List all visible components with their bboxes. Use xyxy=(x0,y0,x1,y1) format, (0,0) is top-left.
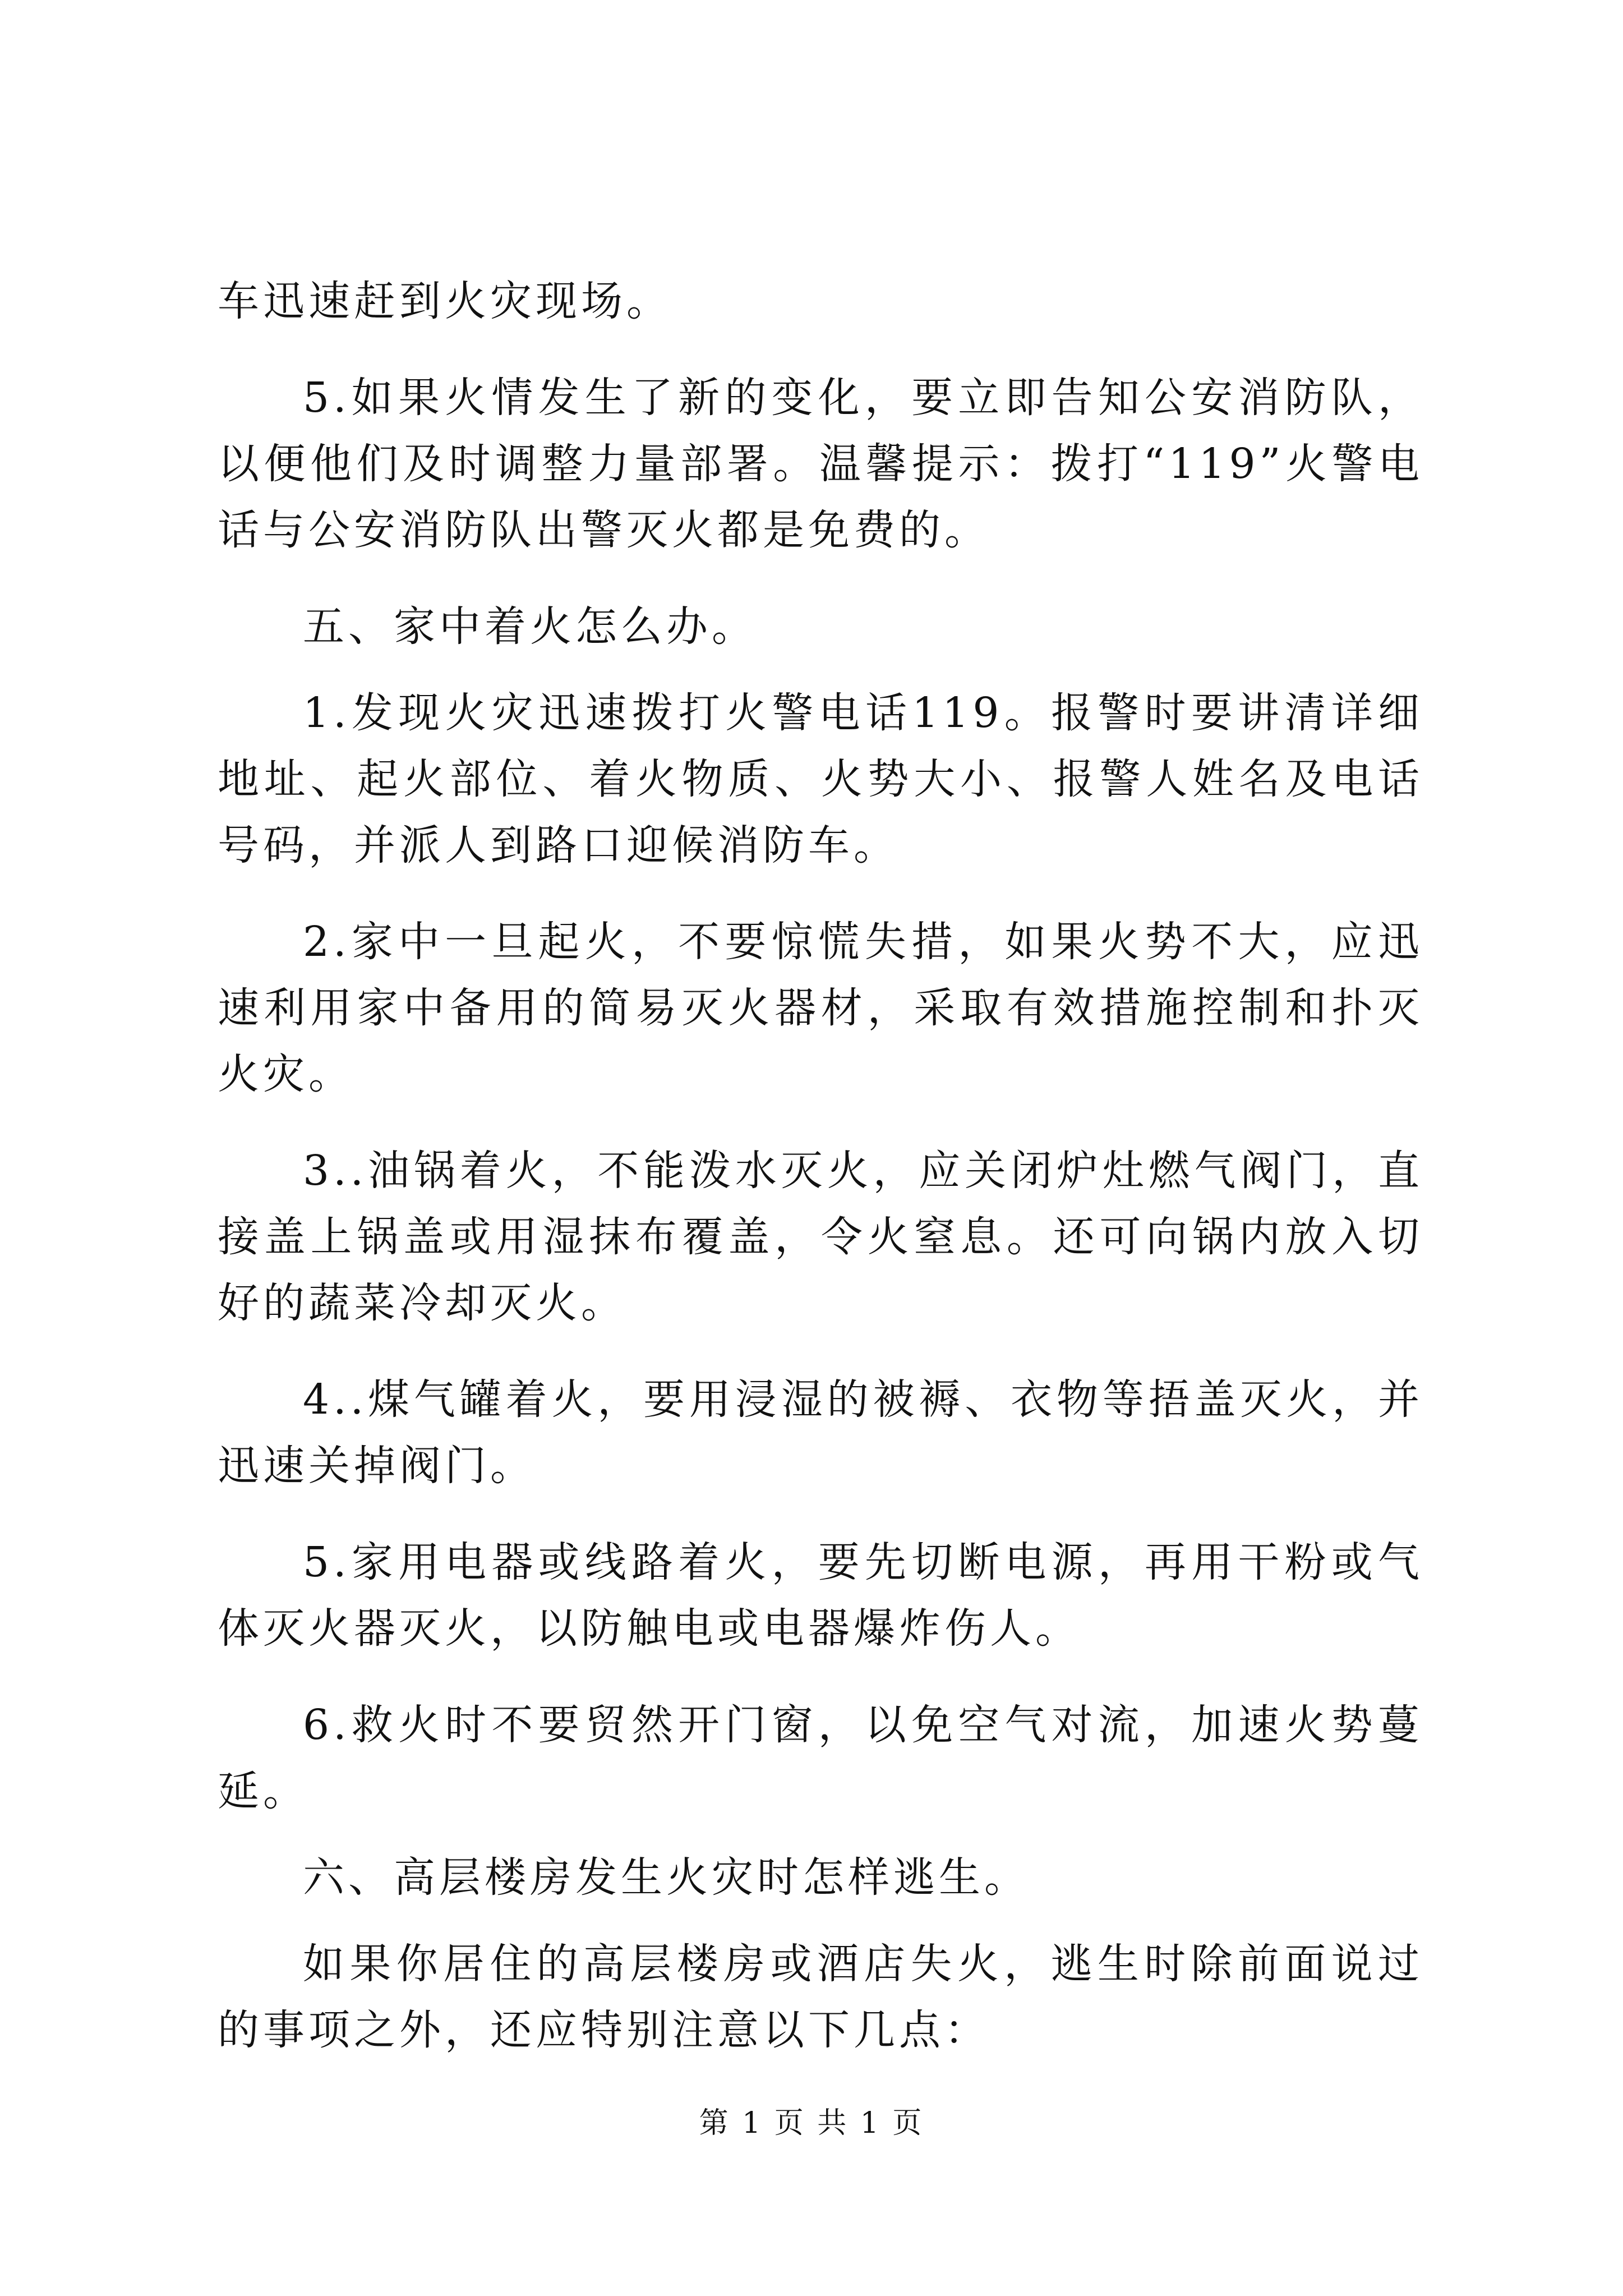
paragraph-continuation: 车迅速赶到火灾现场。 xyxy=(218,277,672,325)
paragraph-item-2-extinguish: 2.家中一旦起火，不要惊慌失措，如果火势不大，应迅速利用家中备用的简易灭火器材，采取有效措施控制和扑灭火灾。 xyxy=(218,918,1423,1098)
document-body xyxy=(218,268,1423,2093)
paragraph-item-1-call: 1.发现火灾迅速拨打火警电话119。报警时要讲清详细地址、起火部位、着火物质、火势大小、报警人姓名及电话号码，并派人到路口迎候消防车。 xyxy=(218,689,1423,869)
paragraph-item-5-electrical: 5.家用电器或线路着火，要先切断电源，再用干粉或气体灭火器灭火，以防触电或电器爆炸伤人。 xyxy=(218,1538,1423,1653)
paragraph-high-rise-intro: 如果你居住的高层楼房或酒店失火，逃生时除前面说过的事项之外，还应特别注意以下几点： xyxy=(218,1940,1423,2054)
paragraph-item-6-windows: 6.救火时不要贸然开门窗，以免空气对流，加速火势蔓延。 xyxy=(218,1701,1423,1815)
section-heading-high-rise: 六、高层楼房发生火灾时怎样逃生。 xyxy=(303,1853,1030,1902)
section-heading-home-fire: 五、家中着火怎么办。 xyxy=(303,602,757,651)
paragraph-item-3-oil-pan: 3..油锅着火，不能泼水灭火，应关闭炉灶燃气阀门，直接盖上锅盖或用湿抹布覆盖，令火窒息。还可向锅内放入切好的蔬菜冷却灭火。 xyxy=(218,1147,1423,1327)
paragraph-item-5-notify: 5.如果火情发生了新的变化，要立即告知公安消防队，以便他们及时调整力量部署。温馨提示：拨打“119”火警电话与公安消防队出警灭火都是免费的。 xyxy=(218,374,1423,554)
page-footer: 第 1 页 共 1 页 xyxy=(699,2106,924,2140)
paragraph-item-4-gas-tank: 4..煤气罐着火，要用浸湿的被褥、衣物等捂盖灭火，并迅速关掉阀门。 xyxy=(218,1375,1423,1490)
